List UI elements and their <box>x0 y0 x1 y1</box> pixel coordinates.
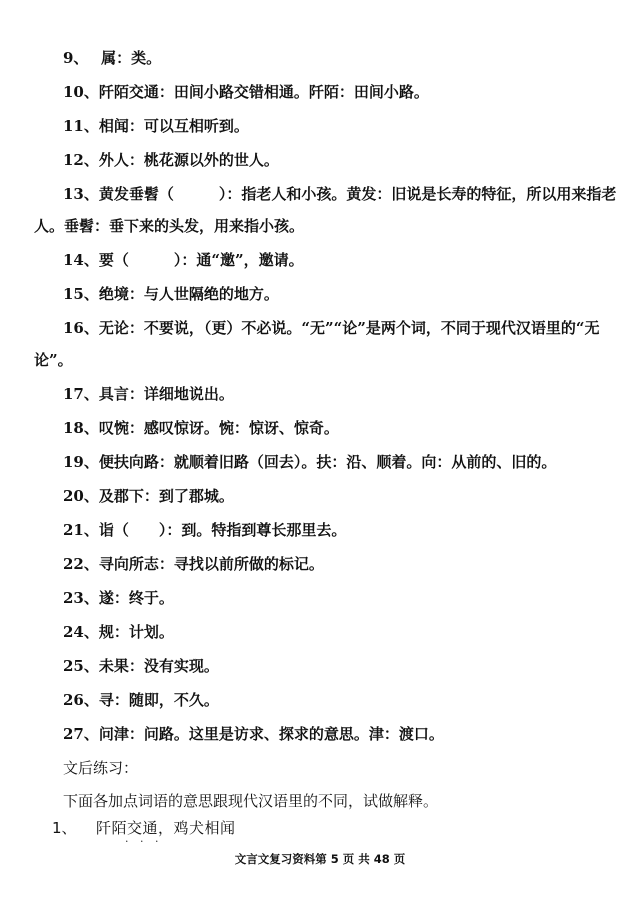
emphasis-dots: · · · <box>125 835 163 848</box>
note-item: 16、无论：不要说，（更）不必说。“无”“论”是两个词，不同于现代汉语里的“无 <box>63 319 600 337</box>
note-item: 26、寻：随即，不久。 <box>63 691 219 709</box>
note-item: 25、未果：没有实现。 <box>63 657 219 675</box>
note-item: 23、遂：终于。 <box>63 589 174 607</box>
page-footer: 文言文复习资料第 5 页 共 48 页 <box>234 852 406 866</box>
note-item: 10、阡陌交通：田间小路交错相通。阡陌：田间小路。 <box>63 83 429 101</box>
note-item: 21、诣（ ）：到。特指到尊长那里去。 <box>63 521 347 539</box>
note-item: 22、寻向所志：寻找以前所做的标记。 <box>63 555 324 573</box>
note-item: 15、绝境：与人世隔绝的地方。 <box>63 285 279 303</box>
note-item-continuation: 论”。 <box>34 351 73 369</box>
question-text: 阡陌交通，鸡犬相闻 <box>96 819 236 837</box>
note-item: 17、具言：详细地说出。 <box>63 385 234 403</box>
note-item: 14、要（ ）：通“邀”，邀请。 <box>63 251 304 269</box>
note-item: 20、及郡下：到了郡城。 <box>63 487 234 505</box>
note-item: 11、相闻：可以互相听到。 <box>63 117 249 135</box>
exercise-heading: 文后练习： <box>63 759 139 777</box>
note-item: 18、叹惋：感叹惊讶。惋：惊讶、惊奇。 <box>63 419 339 437</box>
exercise-instruction: 下面各加点词语的意思跟现代汉语里的不同，试做解释。 <box>63 792 439 810</box>
note-item: 12、外人：桃花源以外的世人。 <box>63 151 279 169</box>
note-item: 19、便扶向路：就顺着旧路（回去）。扶：沿、顺着。向：从前的、旧的。 <box>63 453 557 471</box>
note-item: 9、 属：类。 <box>63 49 162 67</box>
note-item-continuation: 人。垂髫：垂下来的头发，用来指小孩。 <box>34 217 305 235</box>
note-item: 24、规：计划。 <box>63 623 174 641</box>
note-item: 13、黄发垂髫（ ）：指老人和小孩。黄发：旧说是长寿的特征，所以用来指老 <box>63 185 617 203</box>
note-item: 27、问津：问路。这里是访求、探求的意思。津：渡口。 <box>63 725 444 743</box>
question-number: 1、 <box>52 819 77 837</box>
